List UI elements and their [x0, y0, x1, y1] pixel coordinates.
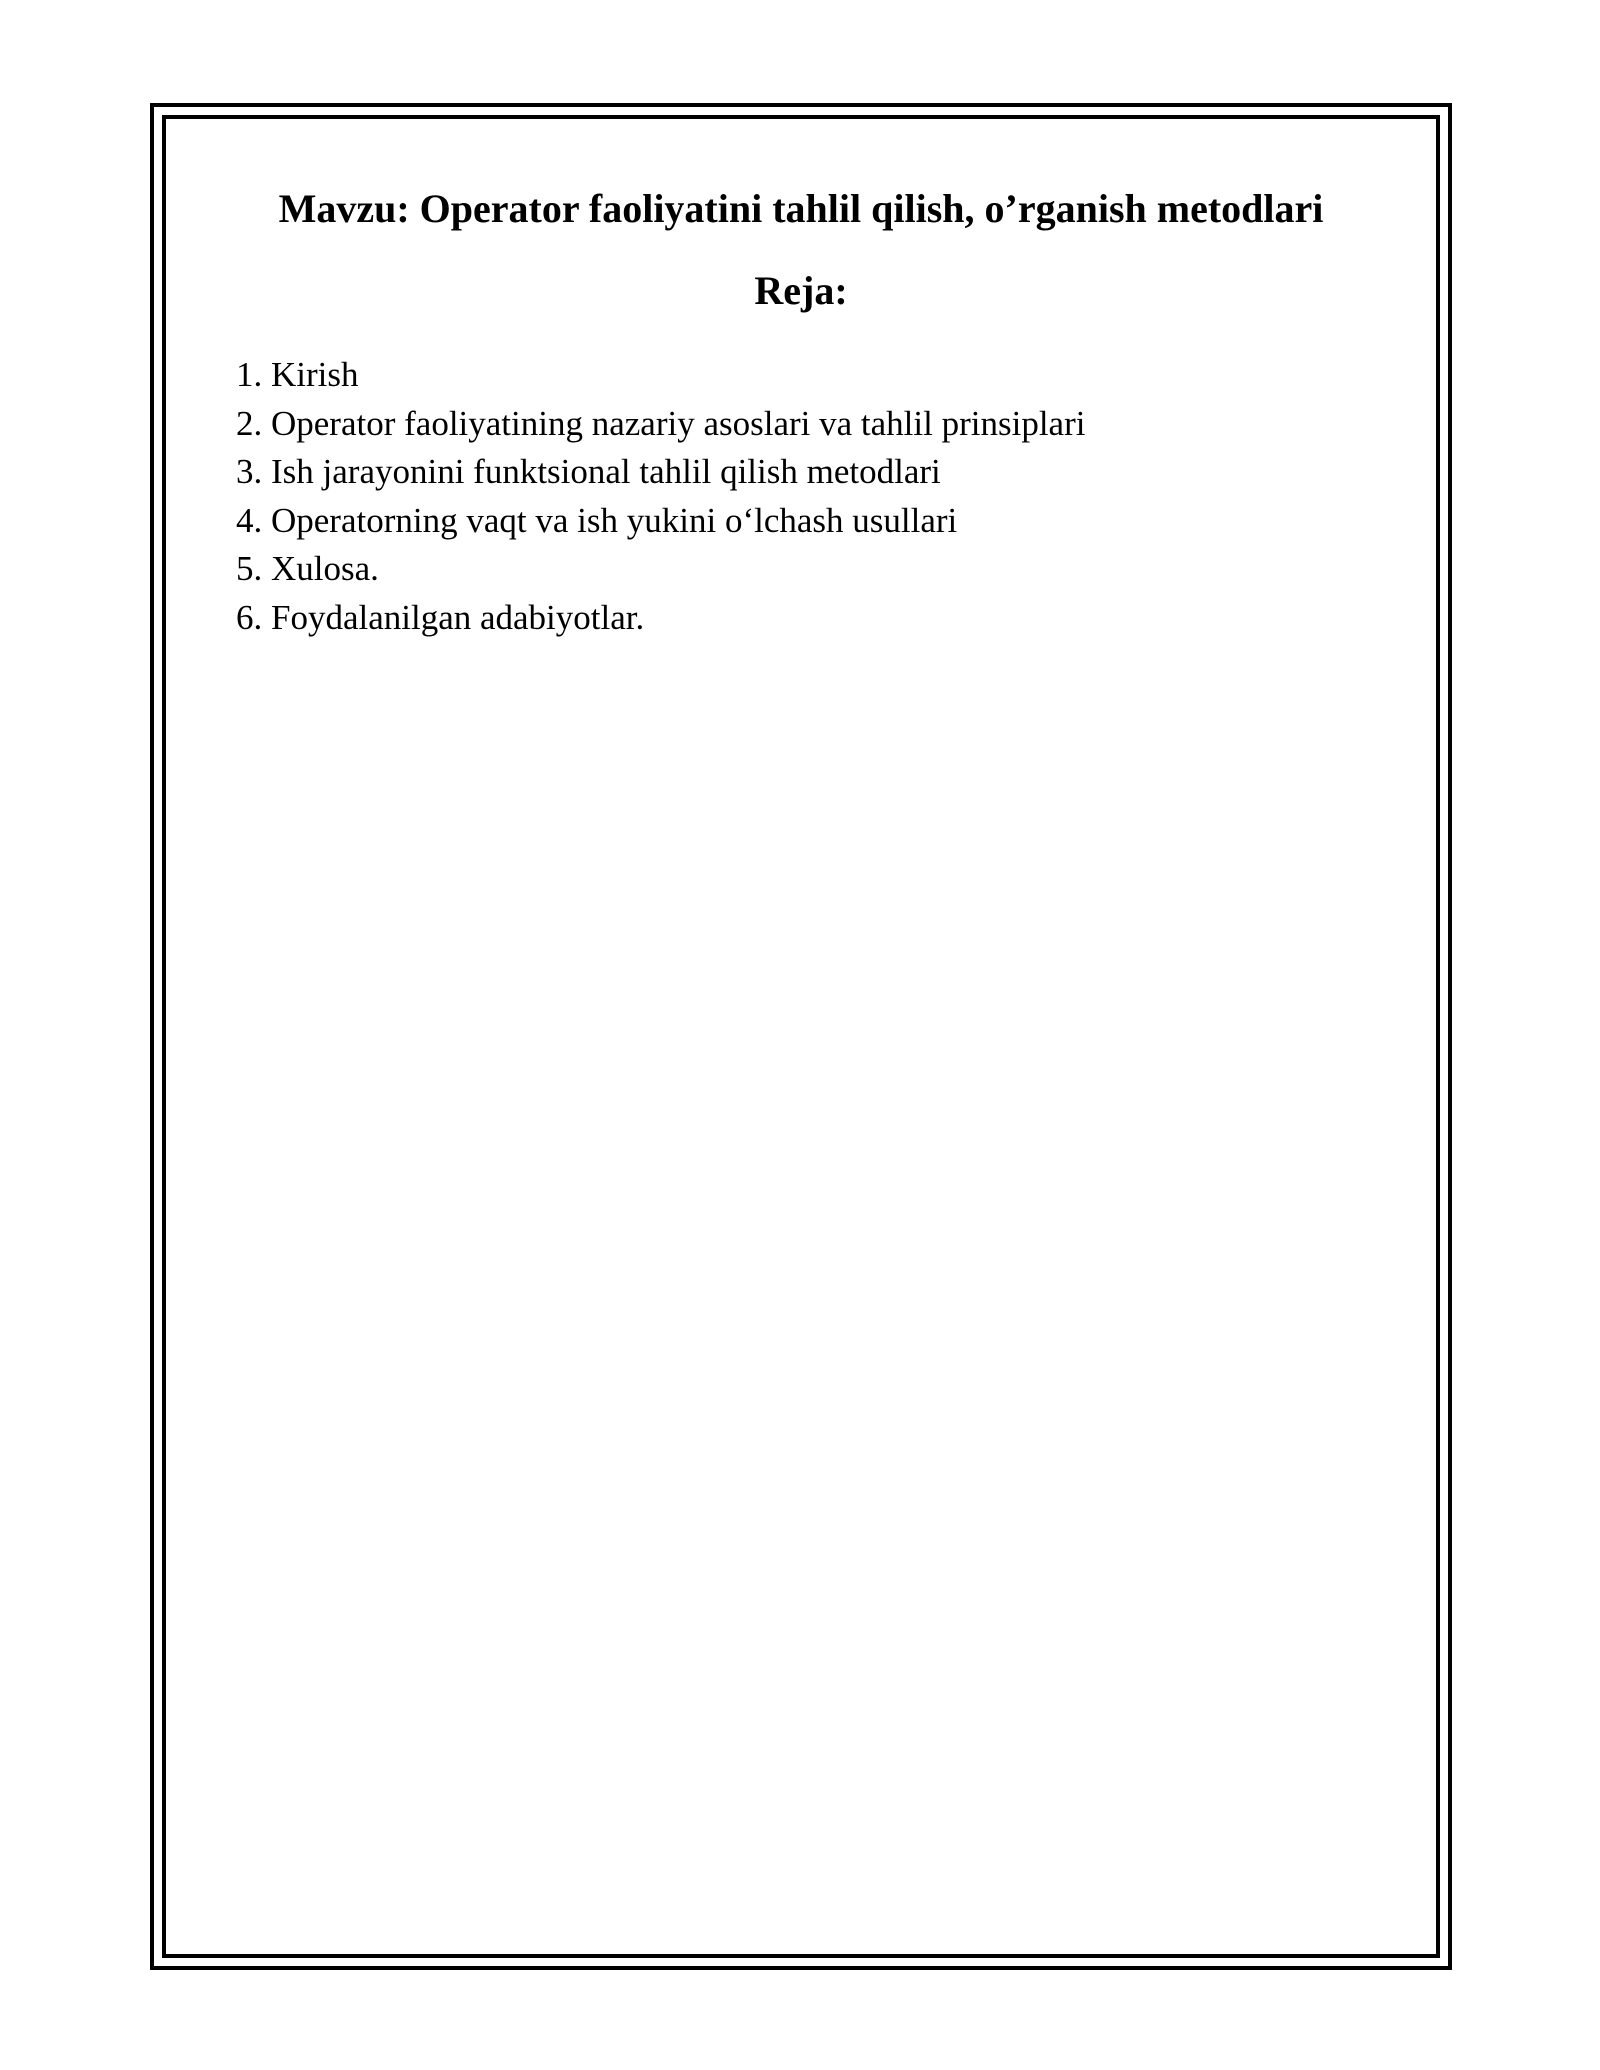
plan-item: 2. Operator faoliyatining nazariy asoslari va tahlil prinsiplari: [236, 403, 1086, 443]
plan-item: 5. Xulosa.: [236, 549, 379, 588]
plan-item: 1. Kirish: [236, 355, 359, 394]
plan-item: 6. Foydalanilgan adabiyotlar.: [236, 597, 645, 637]
plan-list: [236, 351, 1085, 642]
plan-item: 3. Ish jarayonini funktsional tahlil qilish metodlari: [236, 452, 941, 491]
document-title: Mavzu: Operator faoliyatini tahlil qilish, o’rganish metodlari: [278, 186, 1324, 231]
plan-item: 4. Operatorning vaqt va ish yukini o‘lchash usullari: [236, 500, 958, 540]
plan-heading: Reja:: [754, 268, 848, 313]
